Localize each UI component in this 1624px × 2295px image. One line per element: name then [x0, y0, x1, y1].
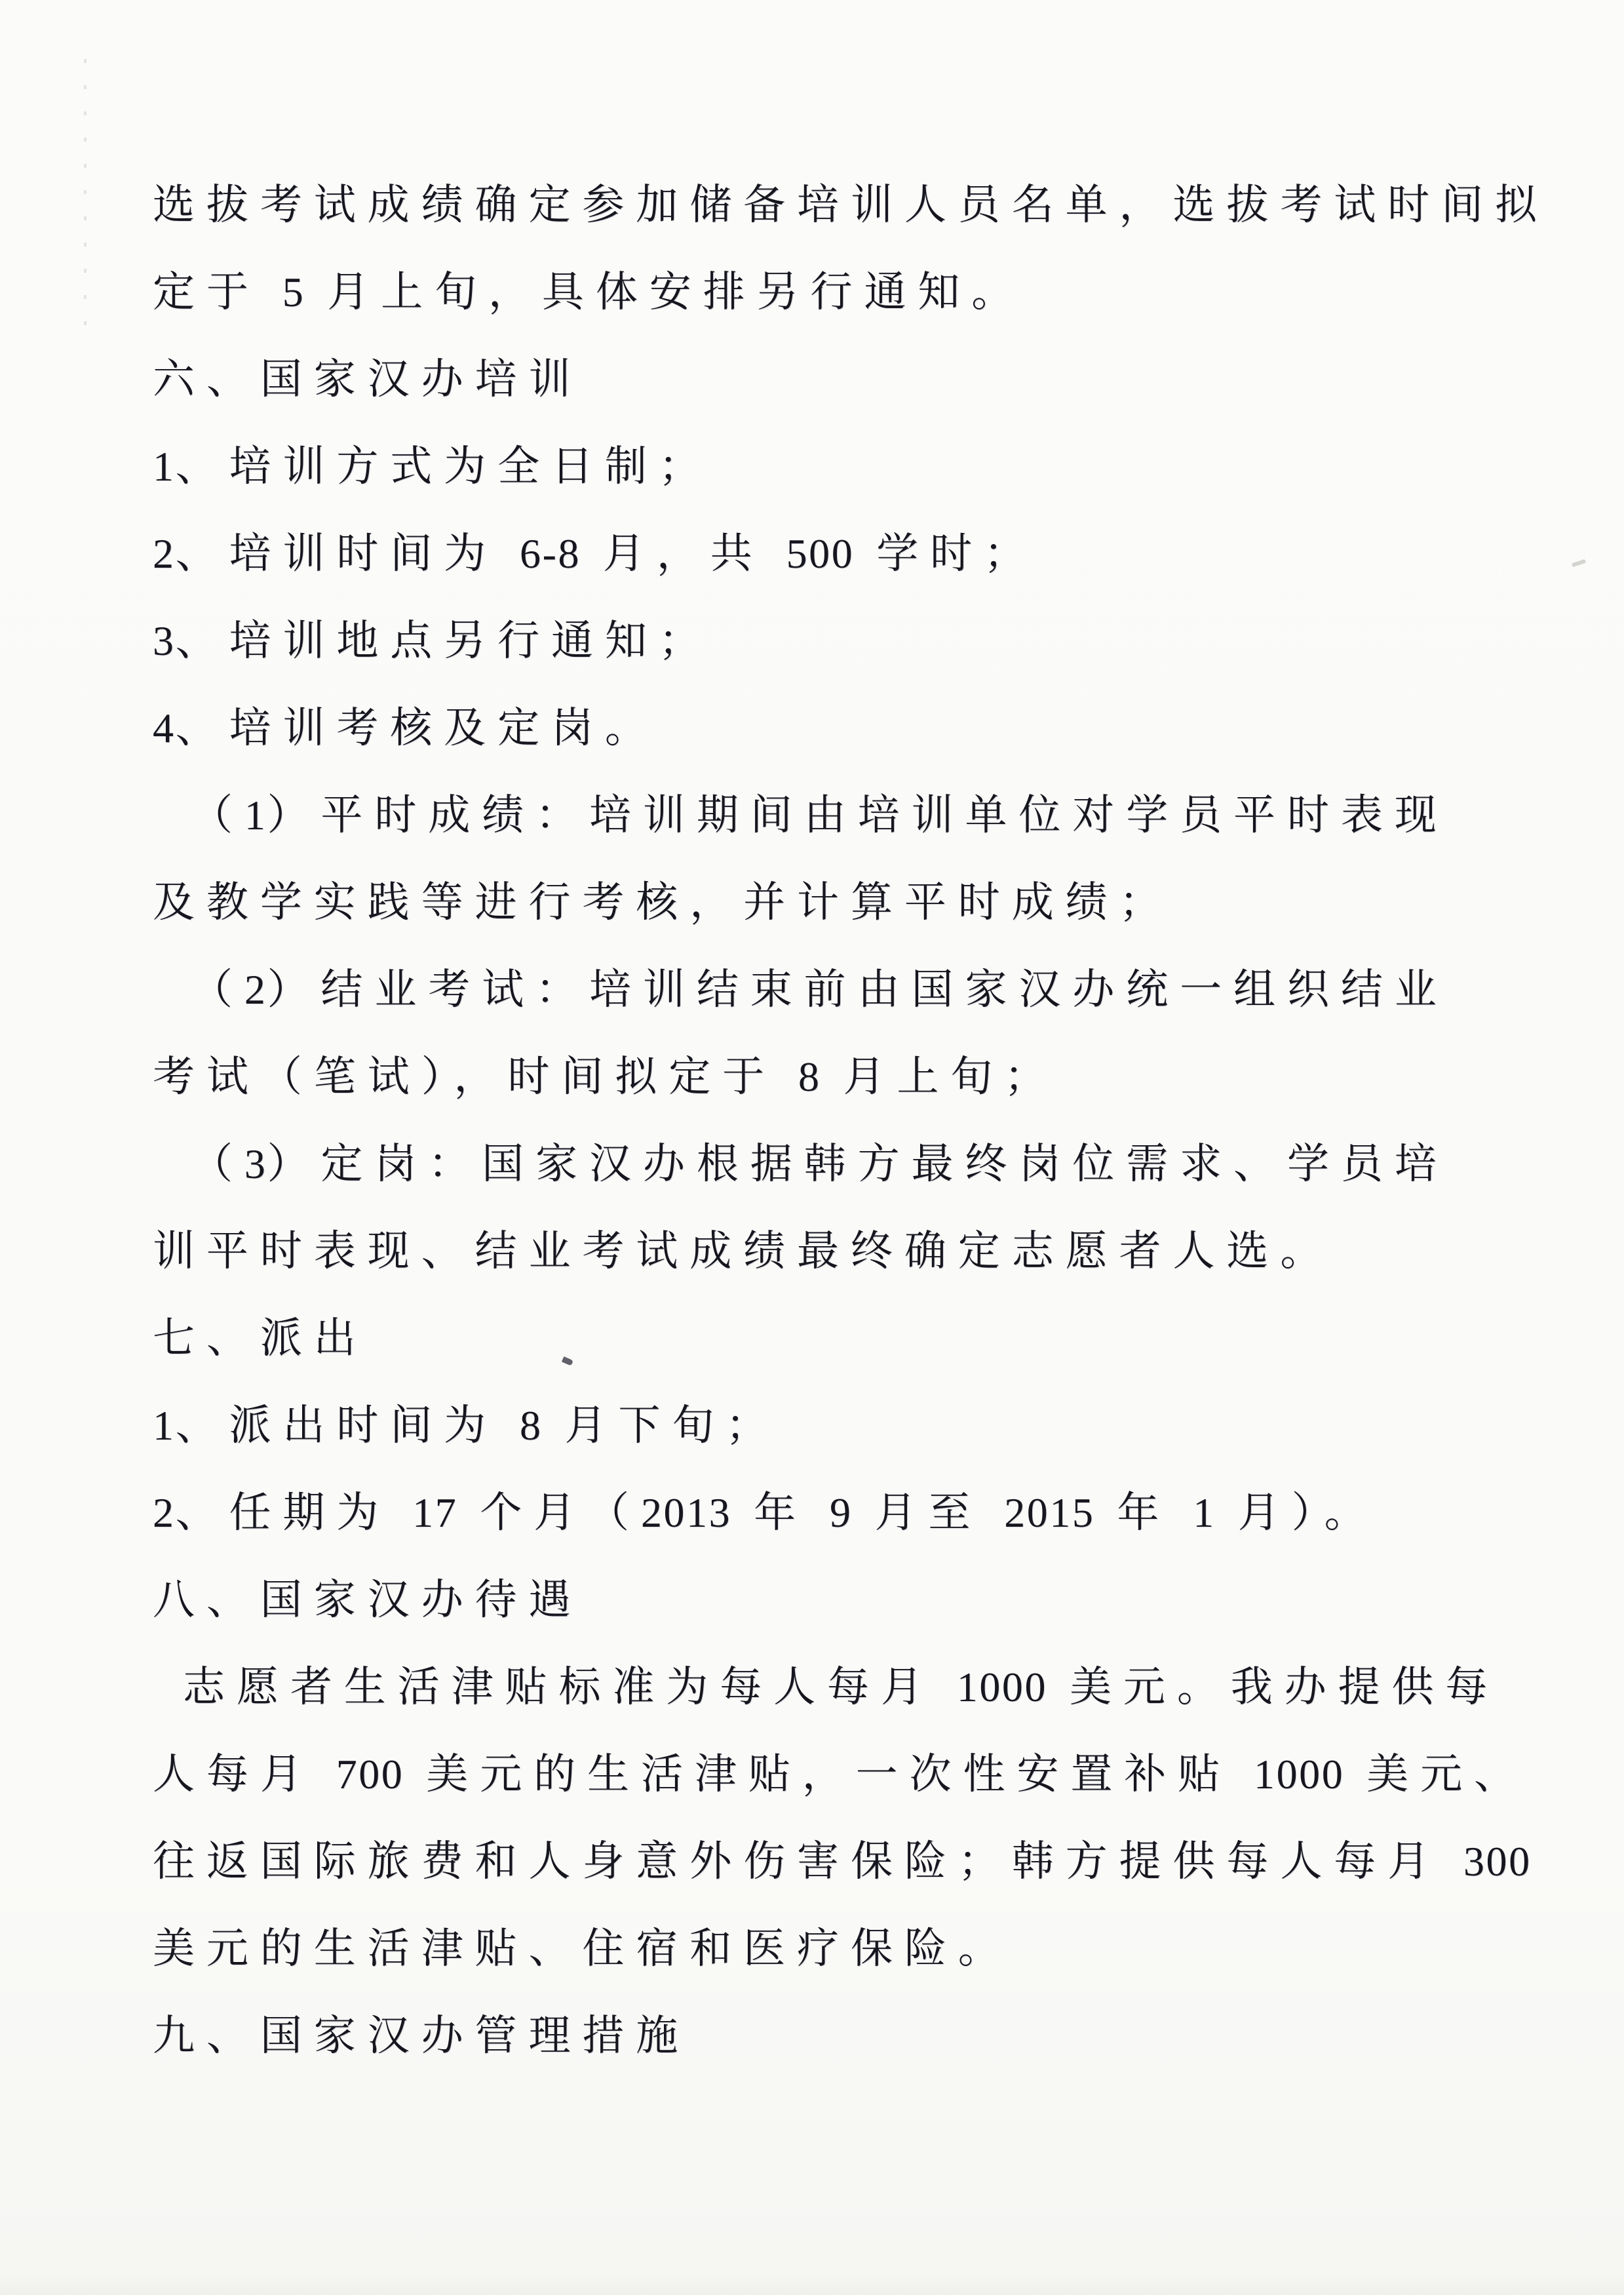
- list-item: 1、培训方式为全日制；: [153, 443, 712, 490]
- list-item: 2、任期为 17 个月（2013 年 9 月至 2015 年 1 月）。: [153, 1489, 1378, 1536]
- section-heading-eight: 八、国家汉办待遇: [153, 1577, 583, 1623]
- paragraph-line: 定于 5 月上旬，具体安排另行通知。: [153, 269, 1026, 315]
- paragraph-line: 人每月 700 美元的生活津贴，一次性安置补贴 1000 美元、: [153, 1751, 1528, 1797]
- document-body: [153, 161, 1562, 2079]
- list-item: 2、培训时间为 6-8 月，共 500 学时；: [153, 530, 1037, 577]
- section-heading-six: 六、国家汉办培训: [153, 356, 583, 402]
- sub-item-line: （2）结业考试：培训结束前由国家汉办统一组织结业: [191, 966, 1448, 1013]
- section-heading-seven: 七、派出: [153, 1315, 368, 1362]
- paragraph-line: 往返国际旅费和人身意外伤害保险；韩方提供每人每月 300: [153, 1838, 1532, 1885]
- paragraph-continuation-line: 选拔考试成绩确定参加储备培训人员名单，选拔考试时间拟: [153, 182, 1549, 228]
- sub-item-line: （1）平时成绩：培训期间由培训单位对学员平时表现: [191, 792, 1448, 838]
- scan-edge-artifact: [84, 59, 87, 334]
- paragraph-line: 训平时表现、结业考试成绩最终确定志愿者人选。: [153, 1228, 1334, 1274]
- scan-speck: [1572, 559, 1587, 568]
- list-item: 3、培训地点另行通知；: [153, 618, 712, 664]
- list-item: 4、培训考核及定岗。: [153, 705, 659, 751]
- list-item: 1、派出时间为 8 月下旬；: [153, 1402, 780, 1449]
- section-heading-nine: 九、国家汉办管理措施: [153, 2012, 690, 2059]
- paragraph-line: 美元的生活津贴、住宿和医疗保险。: [153, 1925, 1012, 1972]
- sub-item-line: （3）定岗：国家汉办根据韩方最终岗位需求、学员培: [191, 1141, 1448, 1187]
- paragraph-first-line: 志愿者生活津贴标准为每人每月 1000 美元。我办提供每: [183, 1664, 1499, 1710]
- paragraph-line: 考试（笔试），时间拟定于 8 月上旬；: [153, 1053, 1058, 1100]
- paragraph-line: 及教学实践等进行考核，并计算平时成绩；: [153, 879, 1173, 926]
